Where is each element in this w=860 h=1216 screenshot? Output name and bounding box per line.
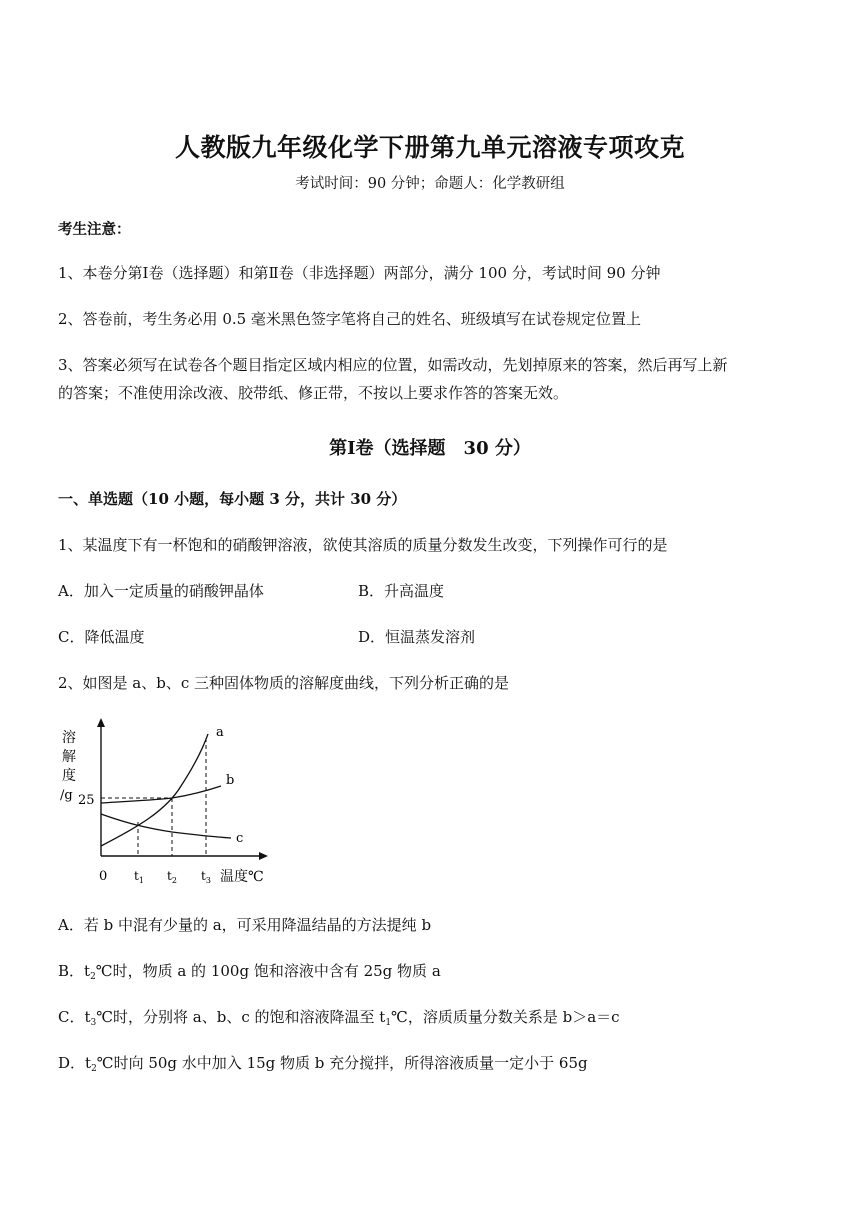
- q2-option-d: D．$t_2℃$时向 50g 水中加入 15g 物质 b 充分搅拌，所得溶液质量一定小于 65g: [58, 1054, 588, 1074]
- curve-b-label: b: [226, 773, 235, 788]
- q2-option-a: A．若 b 中混有少量的 a，可采用降温结晶的方法提纯 b: [58, 916, 432, 934]
- y-label-3: 度: [62, 768, 76, 784]
- q1-option-b: B．升高温度: [358, 582, 445, 600]
- curve-b: [101, 786, 221, 803]
- notice-item-3: 3、答案必须写在试卷各个题目指定区域内相应的位置，如需改动，先划掉原来的答案，然后再写上新: [58, 356, 728, 374]
- section-title: 第Ⅰ卷（选择题 30 分）: [329, 438, 531, 459]
- y-tick-25: 25: [78, 793, 95, 808]
- x-tick-t2: $t_2$: [167, 869, 177, 885]
- x-axis-label: 温度℃: [220, 869, 264, 885]
- q1-option-d: D．恒温蒸发溶剂: [358, 628, 476, 646]
- solubility-chart: [56, 716, 286, 894]
- curve-a-label: a: [216, 725, 224, 740]
- notice-item-2: 2、答卷前，考生务必用 0.5 毫米黑色签字笔将自己的姓名、班级填写在试卷规定位置上: [58, 310, 641, 328]
- x-axis-arrow: [259, 852, 268, 860]
- q2-stem: 2、如图是 a、b、c 三种固体物质的溶解度曲线，下列分析正确的是: [58, 674, 510, 692]
- q2-option-b: B．$t_2℃$时，物质 a 的 100g 饱和溶液中含有 25g 物质 a: [58, 962, 441, 982]
- x-tick-t3: $t_3$: [201, 869, 211, 885]
- q1-option-c: C．降低温度: [58, 628, 145, 646]
- exam-title: 人教版九年级化学下册第九单元溶液专项攻克: [174, 133, 685, 162]
- y-label-4: /g: [60, 788, 73, 803]
- y-label-2: 解: [62, 749, 76, 765]
- curve-c: [101, 814, 231, 838]
- notice-item-1: 1、本卷分第Ⅰ卷（选择题）和第Ⅱ卷（非选择题）两部分，满分 100 分，考试时间 90 分钟: [58, 264, 661, 282]
- x-tick-t1: $t_1$: [134, 869, 144, 885]
- q2-option-c: C．$t_3℃$时，分别将 a、b、c 的饱和溶液降温至 $t_1℃$，溶质质量分数关系是 b＞a＝c: [58, 1008, 620, 1028]
- curve-c-label: c: [236, 831, 244, 846]
- exam-subtitle: 考试时间：90 分钟；命题人：化学教研组: [295, 176, 565, 192]
- part-title: 一、单选题（10 小题，每小题 3 分，共计 30 分）: [58, 490, 407, 508]
- q1-option-a: A．加入一定质量的硝酸钾晶体: [58, 582, 264, 600]
- origin-label: 0: [99, 869, 108, 884]
- notice-heading: 考生注意：: [58, 221, 131, 238]
- y-axis-arrow: [97, 718, 105, 727]
- notice-item-3-cont: 的答案；不准使用涂改液、胶带纸、修正带，不按以上要求作答的答案无效。: [58, 384, 569, 402]
- y-label-1: 溶: [62, 730, 76, 746]
- q1-stem: 1、某温度下有一杯饱和的硝酸钾溶液，欲使其溶质的质量分数发生改变，下列操作可行的是: [58, 536, 668, 554]
